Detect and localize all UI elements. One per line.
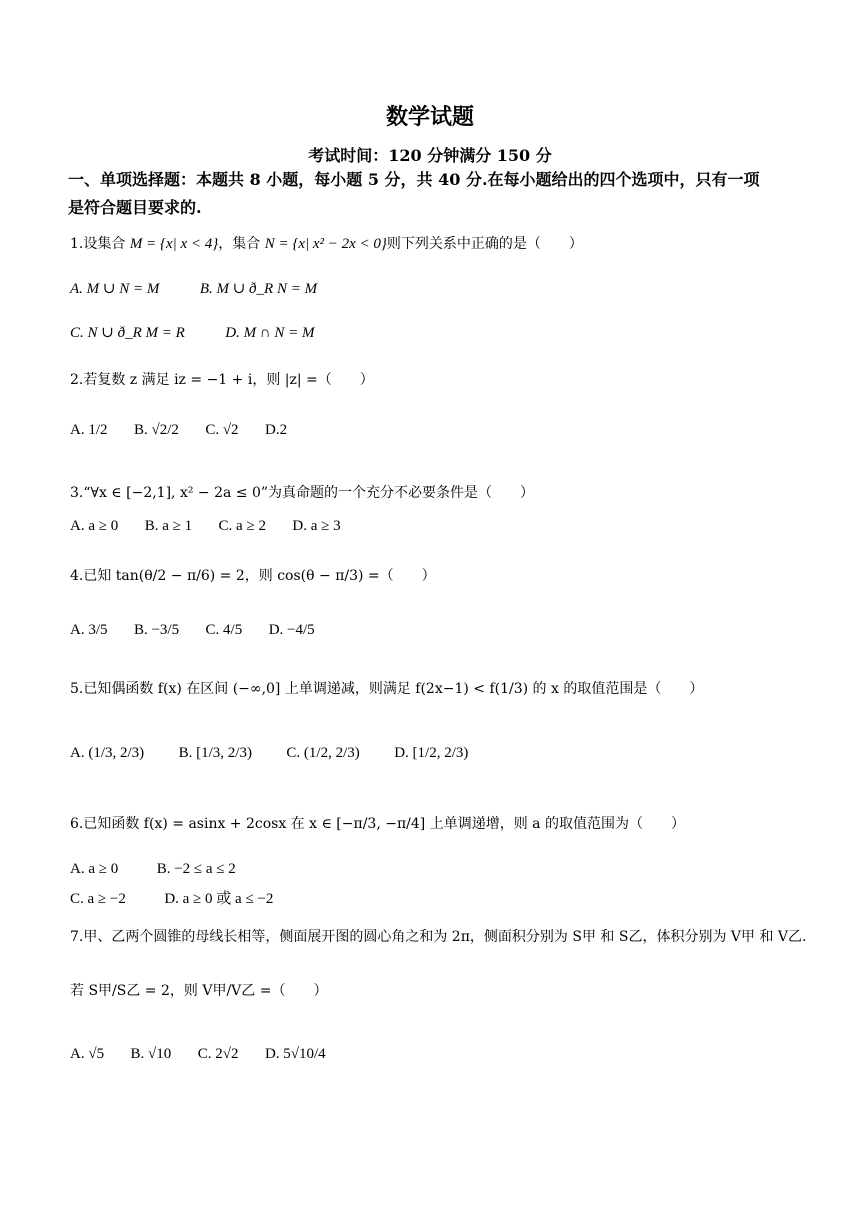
q2-option-d: D.2 bbox=[265, 422, 288, 438]
question-7-line-2: 若 S甲/S乙 = 2，则 V甲/V乙 =（ ） bbox=[70, 983, 328, 999]
q1-options-row-1 bbox=[70, 279, 339, 298]
q3-options bbox=[70, 518, 363, 535]
q7-option-a: A. √5 bbox=[70, 1046, 105, 1062]
exam-info: 考试时间：120 分钟满分 150 分 bbox=[308, 146, 552, 165]
q1-option-d: D. M ∩ N = M bbox=[225, 325, 315, 341]
q5-option-c: C. (1/2, 2/3) bbox=[286, 745, 360, 761]
q6-option-b: B. −2 ≤ a ≤ 2 bbox=[156, 861, 236, 877]
q5-option-b: B. [1/3, 2/3) bbox=[178, 745, 252, 761]
q6-option-c: C. a ≥ −2 bbox=[70, 891, 126, 907]
q1-options-row-2 bbox=[70, 323, 337, 342]
q3-option-d: D. a ≥ 3 bbox=[292, 518, 341, 534]
q1-set-m: M = {x| x < 4} bbox=[129, 236, 219, 252]
q1-stem-mid: ，集合 bbox=[218, 236, 265, 252]
q2-option-a: A. 1/2 bbox=[70, 422, 108, 438]
q1-stem: 1.设集合 bbox=[70, 236, 130, 252]
section-heading bbox=[68, 166, 798, 222]
question-6: 6.已知函数 f(x) = asinx + 2cosx 在 x ∈ [−π/3, −π/4] 上单调递增，则 a 的取值范围为（ ） bbox=[70, 816, 685, 832]
q6-option-a: A. a ≥ 0 bbox=[70, 861, 119, 877]
q3-option-b: B. a ≥ 1 bbox=[144, 518, 193, 534]
q1-stem-end: 则下列关系中正确的是（ ） bbox=[386, 236, 583, 252]
q2-option-c: C. √2 bbox=[205, 422, 239, 438]
q7-option-b: B. √10 bbox=[130, 1046, 172, 1062]
q5-option-a: A. (1/3, 2/3) bbox=[70, 745, 145, 761]
q5-options bbox=[70, 745, 490, 762]
question-1 bbox=[70, 233, 583, 253]
section-heading-line-2: 是符合题目要求的. bbox=[68, 198, 202, 217]
q7-option-d: D. 5√10/4 bbox=[264, 1046, 326, 1062]
q4-option-c: C. 4/5 bbox=[205, 622, 243, 638]
q1-set-n: N = {x| x² − 2x < 0} bbox=[264, 236, 387, 252]
q7-options bbox=[70, 1046, 348, 1063]
question-5: 5.已知偶函数 f(x) 在区间 (−∞,0] 上单调递减，则满足 f(2x−1) < f(1/3) 的 x 的取值范围是（ ） bbox=[70, 681, 704, 697]
q4-option-d: D. −4/5 bbox=[268, 622, 315, 638]
q1-option-c: C. N ∪ ð_R M = R bbox=[70, 325, 185, 341]
q6-option-d: D. a ≥ 0 或 a ≤ −2 bbox=[164, 891, 274, 907]
q4-options bbox=[70, 622, 337, 639]
question-7-line-1: 7.甲、乙两个圆锥的母线长相等，侧面展开图的圆心角之和为 2π，侧面积分别为 S甲 和 S乙，体积分别为 V甲 和 V乙. bbox=[70, 929, 807, 945]
question-4: 4.已知 tan(θ/2 − π/6) = 2，则 cos(θ − π/3) =（ ） bbox=[70, 568, 436, 584]
q1-option-a: A. M ∪ N = M bbox=[70, 281, 160, 297]
q4-option-b: B. −3/5 bbox=[133, 622, 180, 638]
q3-option-a: A. a ≥ 0 bbox=[70, 518, 119, 534]
section-heading-line-1: 一、单项选择题：本题共 8 小题，每小题 5 分，共 40 分.在每小题给出的四个选项中，只有一项 bbox=[68, 170, 760, 189]
q2-options bbox=[70, 422, 309, 439]
q5-option-d: D. [1/2, 2/3) bbox=[394, 745, 469, 761]
q4-option-a: A. 3/5 bbox=[70, 622, 108, 638]
question-3: 3.“∀x ∈ [−2,1], x² − 2a ≤ 0”为真命题的一个充分不必要条件是（ ） bbox=[70, 485, 535, 501]
page-title: 数学试题 bbox=[385, 104, 474, 130]
question-2: 2.若复数 z 满足 iz = −1 + i，则 |z| =（ ） bbox=[70, 372, 374, 388]
q6-options-row-1 bbox=[70, 861, 258, 878]
q1-option-b: B. M ∪ ð_R N = M bbox=[199, 281, 318, 297]
q2-option-b: B. √2/2 bbox=[133, 422, 179, 438]
q3-option-c: C. a ≥ 2 bbox=[218, 518, 266, 534]
q6-options-row-2 bbox=[70, 887, 295, 908]
q7-option-c: C. 2√2 bbox=[197, 1046, 239, 1062]
